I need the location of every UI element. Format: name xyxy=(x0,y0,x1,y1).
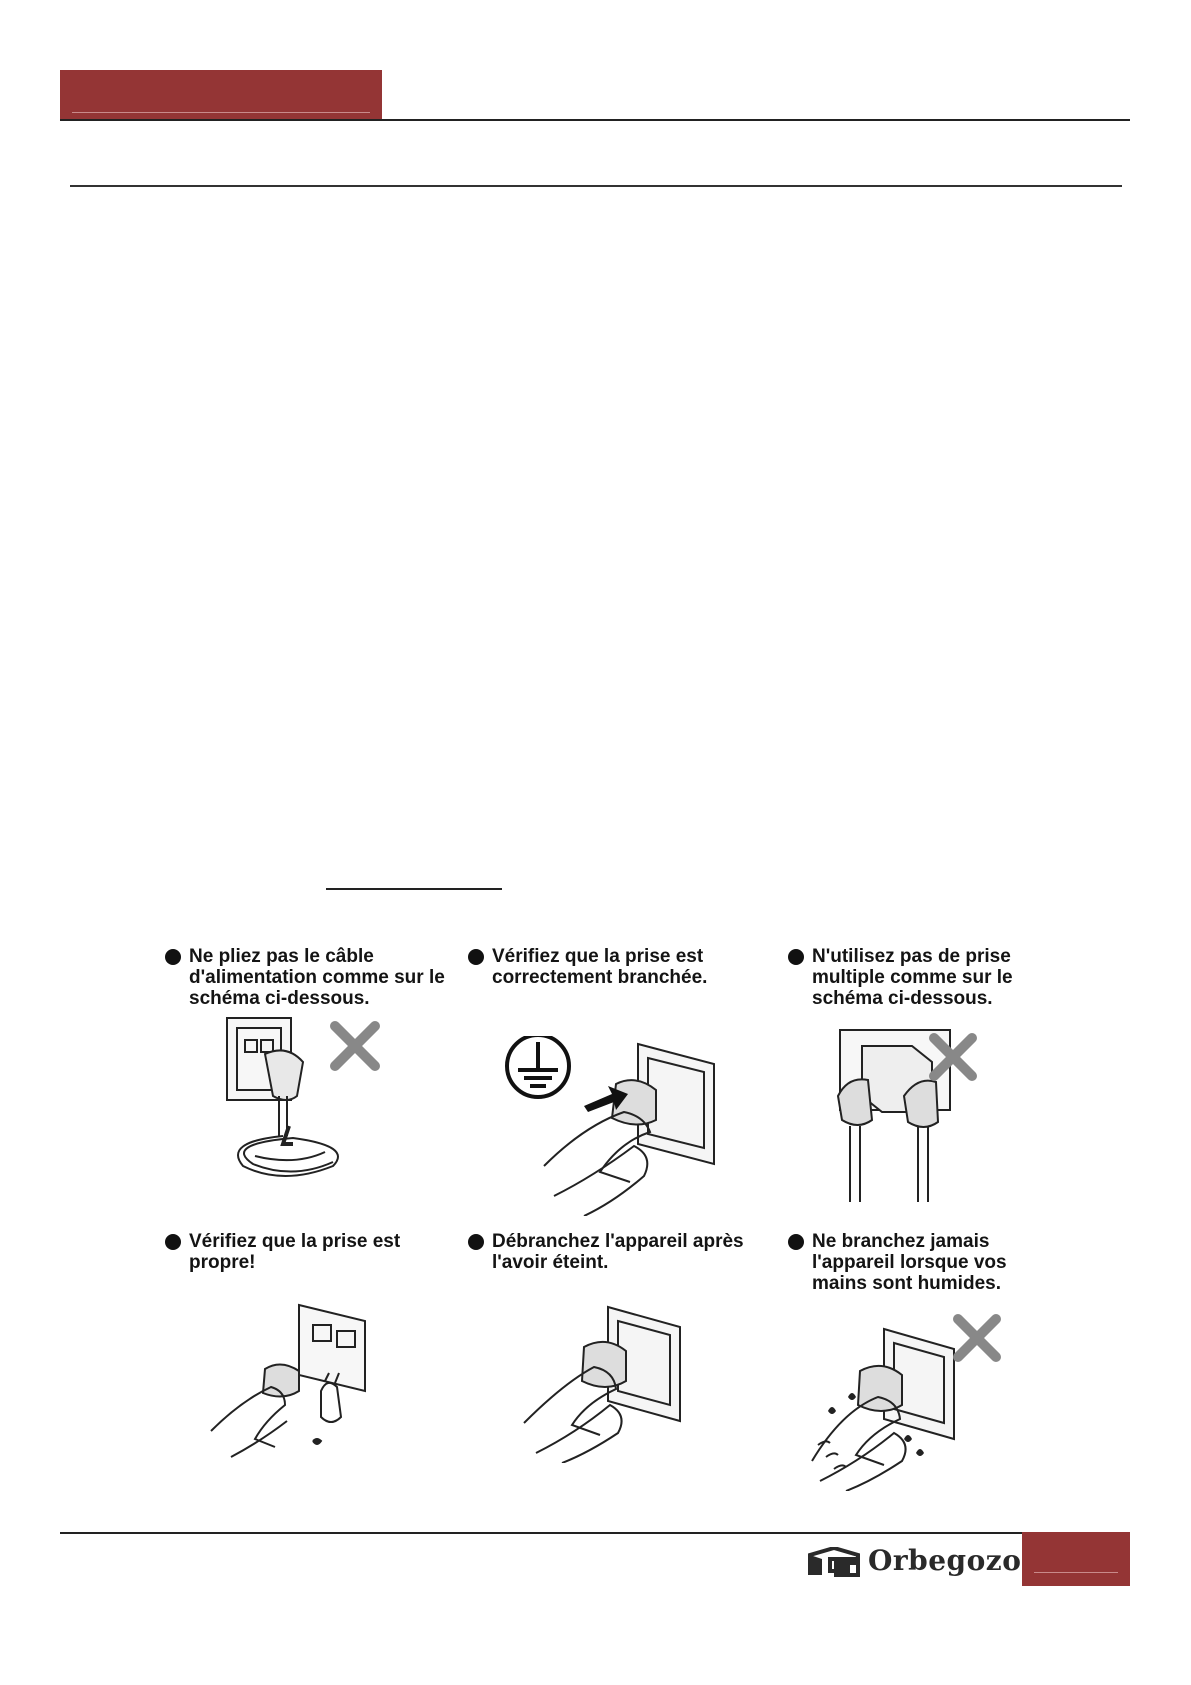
safety-item-text: Vérifiez que la prise est propre! xyxy=(189,1231,401,1273)
safety-item-caption xyxy=(468,946,768,988)
safety-item-clean-socket xyxy=(165,1231,465,1481)
safety-item-text: Vérifiez que la prise est correctement branchée. xyxy=(492,946,708,988)
safety-item-caption xyxy=(788,1231,1088,1294)
header-tab-line xyxy=(72,112,370,113)
house-logo-icon xyxy=(808,1547,860,1577)
safety-item-caption xyxy=(165,946,465,1009)
safety-item-text: Débranchez l'appareil après l'avoir éteint. xyxy=(492,1231,744,1273)
wet-hands-icon xyxy=(808,1311,1008,1491)
bullet-icon xyxy=(468,949,484,965)
section-underline xyxy=(326,888,502,890)
safety-item-caption xyxy=(165,1231,465,1273)
safety-item-wet-hands xyxy=(788,1231,1088,1491)
safety-item-multi-socket xyxy=(788,946,1088,1206)
bullet-icon xyxy=(788,949,804,965)
bullet-icon xyxy=(165,1234,181,1250)
safety-item-text: Ne pliez pas le câble d'alimentation comme sur le schéma ci-dessous. xyxy=(189,946,445,1009)
safety-item-unplug xyxy=(468,1231,768,1481)
bullet-icon xyxy=(788,1234,804,1250)
safety-item-text: Ne branchez jamais l'appareil lorsque vos mains sont humides. xyxy=(812,1231,1007,1294)
title-rule xyxy=(70,185,1122,187)
multi-socket-icon xyxy=(826,1026,996,1206)
bent-cable-icon xyxy=(225,1016,415,1196)
safety-item-bent-cable xyxy=(165,946,465,1196)
footer-tab xyxy=(1022,1532,1130,1586)
brand-logo xyxy=(808,1542,1022,1582)
footer-tab-line xyxy=(1034,1572,1118,1573)
header-rule xyxy=(382,119,1130,121)
brand-logo-text: Orbegozo xyxy=(868,1544,1022,1577)
safety-item-grounded-plug xyxy=(468,946,768,1216)
grounded-plug-icon xyxy=(504,1036,744,1216)
footer-rule xyxy=(60,1532,1022,1534)
bullet-icon xyxy=(468,1234,484,1250)
safety-item-caption xyxy=(468,1231,768,1273)
unplug-icon xyxy=(518,1303,698,1463)
header-tab xyxy=(60,70,382,120)
bullet-icon xyxy=(165,949,181,965)
safety-item-caption xyxy=(788,946,1088,1009)
clean-socket-icon xyxy=(205,1301,405,1461)
safety-item-text: N'utilisez pas de prise multiple comme sur le schéma ci-dessous. xyxy=(812,946,1013,1009)
header-rule-left xyxy=(60,119,382,121)
